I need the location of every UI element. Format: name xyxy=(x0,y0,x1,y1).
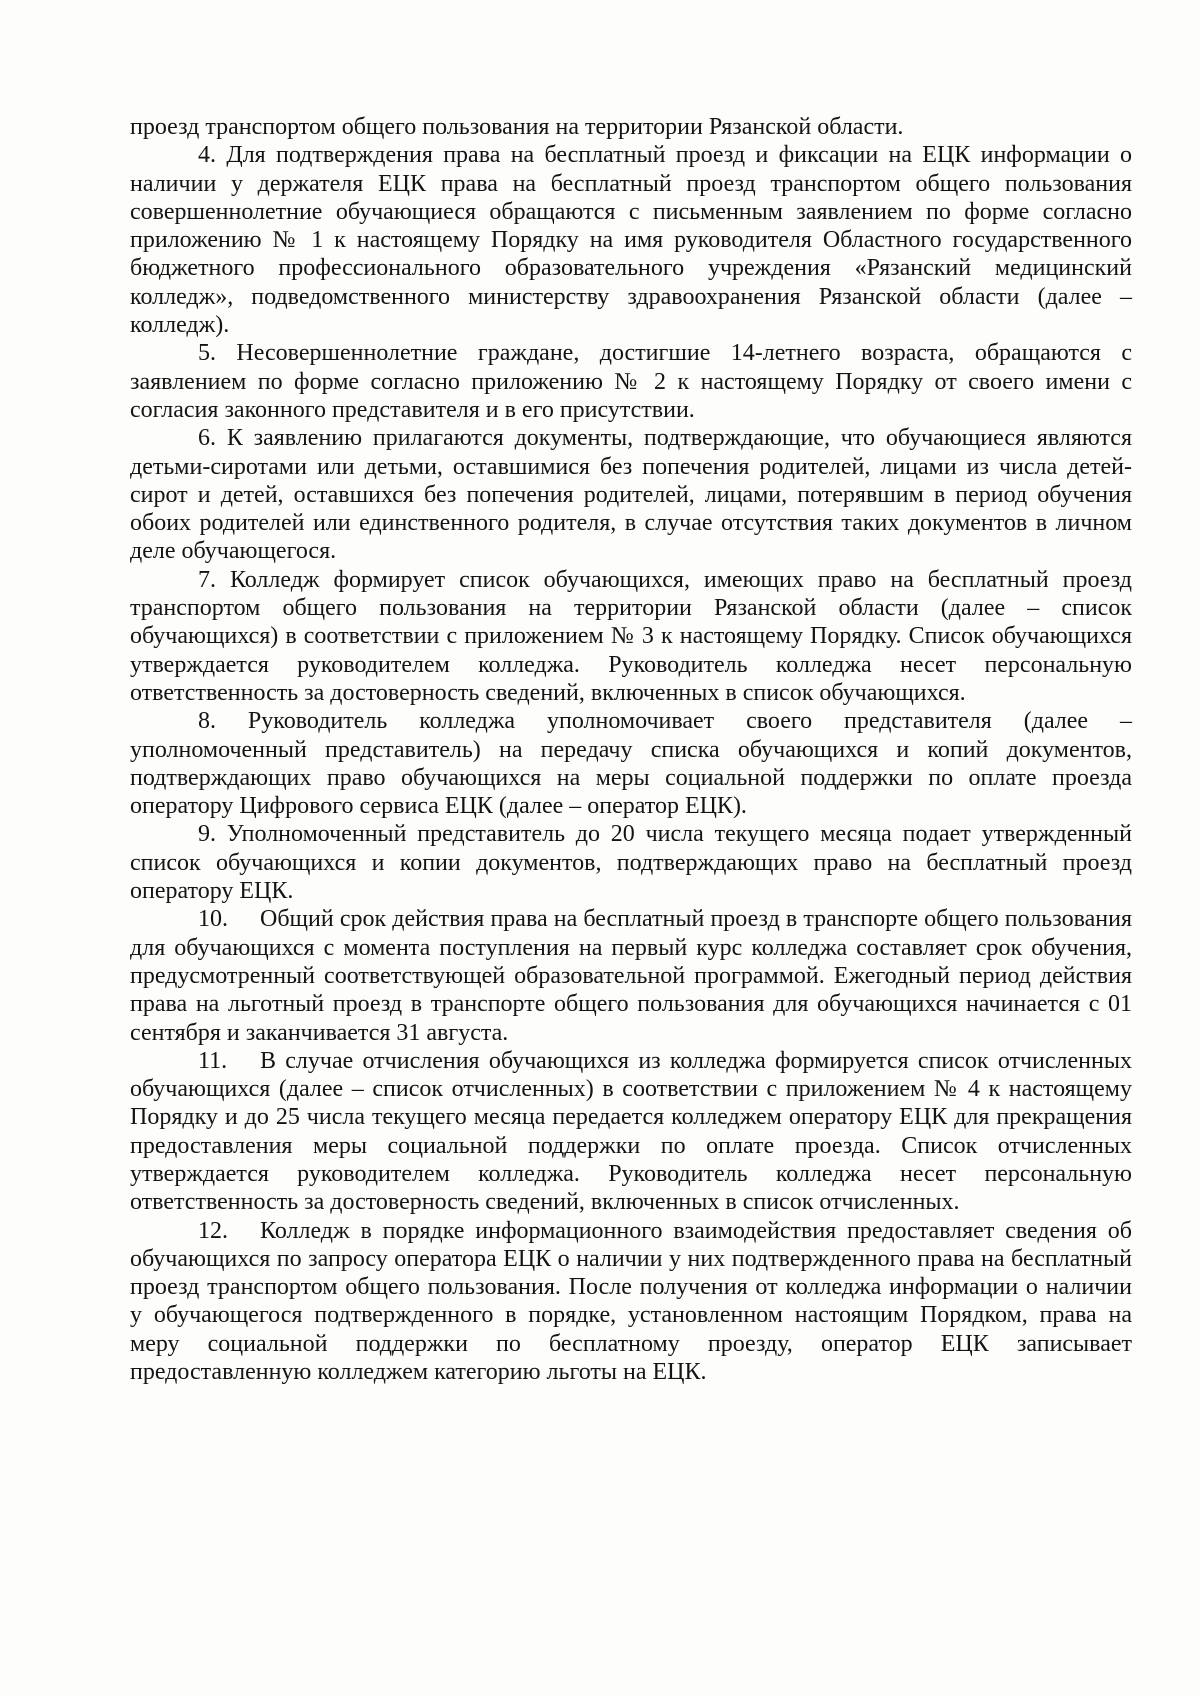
paragraph-item-5 xyxy=(130,339,1132,424)
paragraph-item-10 xyxy=(130,905,1132,1046)
paragraph-text: проезд транспортом общего пользования на территории Рязанской области. xyxy=(130,114,904,140)
paragraph-number: 4. xyxy=(198,142,216,169)
paragraph-number: 12. xyxy=(198,1217,228,1244)
paragraph-number: 6. xyxy=(198,425,216,452)
paragraph-item-9 xyxy=(130,820,1132,905)
paragraph-number: 10. xyxy=(198,906,228,933)
paragraph-text: Несовершеннолетние граждане, достигшие 14-летнего возраста, обращаются с заявлением по форме согласно приложению № 2 к настоящему Порядку от своего имени с согласия законного представителя и в его присутствии. xyxy=(130,340,1133,423)
paragraph-number: 7. xyxy=(198,566,216,593)
paragraph-item-12 xyxy=(130,1217,1132,1387)
paragraph-text: Руководитель колледжа уполномочивает своего представителя (далее – уполномоченный представитель) на передачу списка обучающихся и копий документов, подтверждающих право обучающихся на меры социальной поддержки по оплате проезда оператору Цифрового сервиса ЕЦК (далее – оператор ЕЦК). xyxy=(130,708,1133,820)
paragraph-continuation xyxy=(130,113,1132,141)
paragraph-item-6 xyxy=(130,424,1132,565)
paragraph-text: Колледж в порядке информационного взаимодействия предоставляет сведения об обучающихся по запросу оператора ЕЦК о наличии у них подтвержденного права на бесплатный проезд транспортом общего пользования. После получения от колледжа информации о наличии у обучающегося подтвержденного в порядке, установленном настоящим Порядком, права на меру социальной поддержки по бесплатному проезду, оператор ЕЦК записывает предоставленную колледжем категорию льготы на ЕЦК. xyxy=(130,1217,1132,1386)
paragraph-number: 9. xyxy=(198,821,216,848)
paragraph-number: 8. xyxy=(198,708,216,735)
paragraph-number: 5. xyxy=(198,340,216,367)
paragraph-item-11 xyxy=(130,1047,1132,1217)
paragraph-number: 11. xyxy=(198,1047,228,1074)
paragraph-text: Общий срок действия права на бесплатный проезд в транспорте общего пользования для обучающихся с момента поступления на первый курс колледжа составляет срок обучения, предусмотренный соответствующей образовательной программой. Ежегодный период действия права на льготный проезд в транспорте общего пользования для обучающихся начинается с 01 сентября и заканчивается 31 августа. xyxy=(130,906,1132,1046)
paragraph-item-8 xyxy=(130,707,1132,820)
paragraph-text: К заявлению прилагаются документы, подтверждающие, что обучающиеся являются детьми-сиротами или детьми, оставшимися без попечения родителей, лицами из числа детей-сирот и детей, оставшихся без попечения родителей, лицами, потерявшим в период обучения обоих родителей или единственного родителя, в случае отсутствия таких документов в личном деле обучающегося. xyxy=(130,425,1132,565)
paragraph-text: В случае отчисления обучающихся из колледжа формируется список отчисленных обучающихся (далее – список отчисленных) в соответствии с приложением № 4 к настоящему Порядку и до 25 числа текущего месяца передается колледжем оператору ЕЦК для прекращения предоставления меры социальной поддержки по оплате проезда. Список отчисленных утверждается руководителем колледжа. Руководитель колледжа несет персональную ответственность за достоверность сведений, включенных в список отчисленных. xyxy=(130,1047,1132,1216)
paragraph-text: Для подтверждения права на бесплатный проезд и фиксации на ЕЦК информации о наличии у держателя ЕЦК права на бесплатный проезд транспортом общего пользования совершеннолетние обучающиеся обращаются с письменным заявлением по форме согласно приложению № 1 к настоящему Порядку на имя руководителя Областного государственного бюджетного профессионального образовательного учреждения «Рязанский медицинский колледж», подведомственного министерству здравоохранения Рязанской области (далее – колледж). xyxy=(130,142,1133,339)
paragraph-text: Уполномоченный представитель до 20 числа текущего месяца подает утвержденный список обучающихся и копии документов, подтверждающих право на бесплатный проезд оператору ЕЦК. xyxy=(130,821,1132,905)
paragraph-item-7 xyxy=(130,566,1132,707)
document-body xyxy=(130,113,1132,1386)
paragraph-text: Колледж формирует список обучающихся, имеющих право на бесплатный проезд транспортом общего пользования на территории Рязанской области (далее – список обучающихся) в соответствии с приложением № 3 к настоящему Порядку. Список обучающихся утверждается руководителем колледжа. Руководитель колледжа несет персональную ответственность за достоверность сведений, включенных в список обучающихся. xyxy=(130,566,1132,706)
paragraph-item-4 xyxy=(130,141,1132,339)
